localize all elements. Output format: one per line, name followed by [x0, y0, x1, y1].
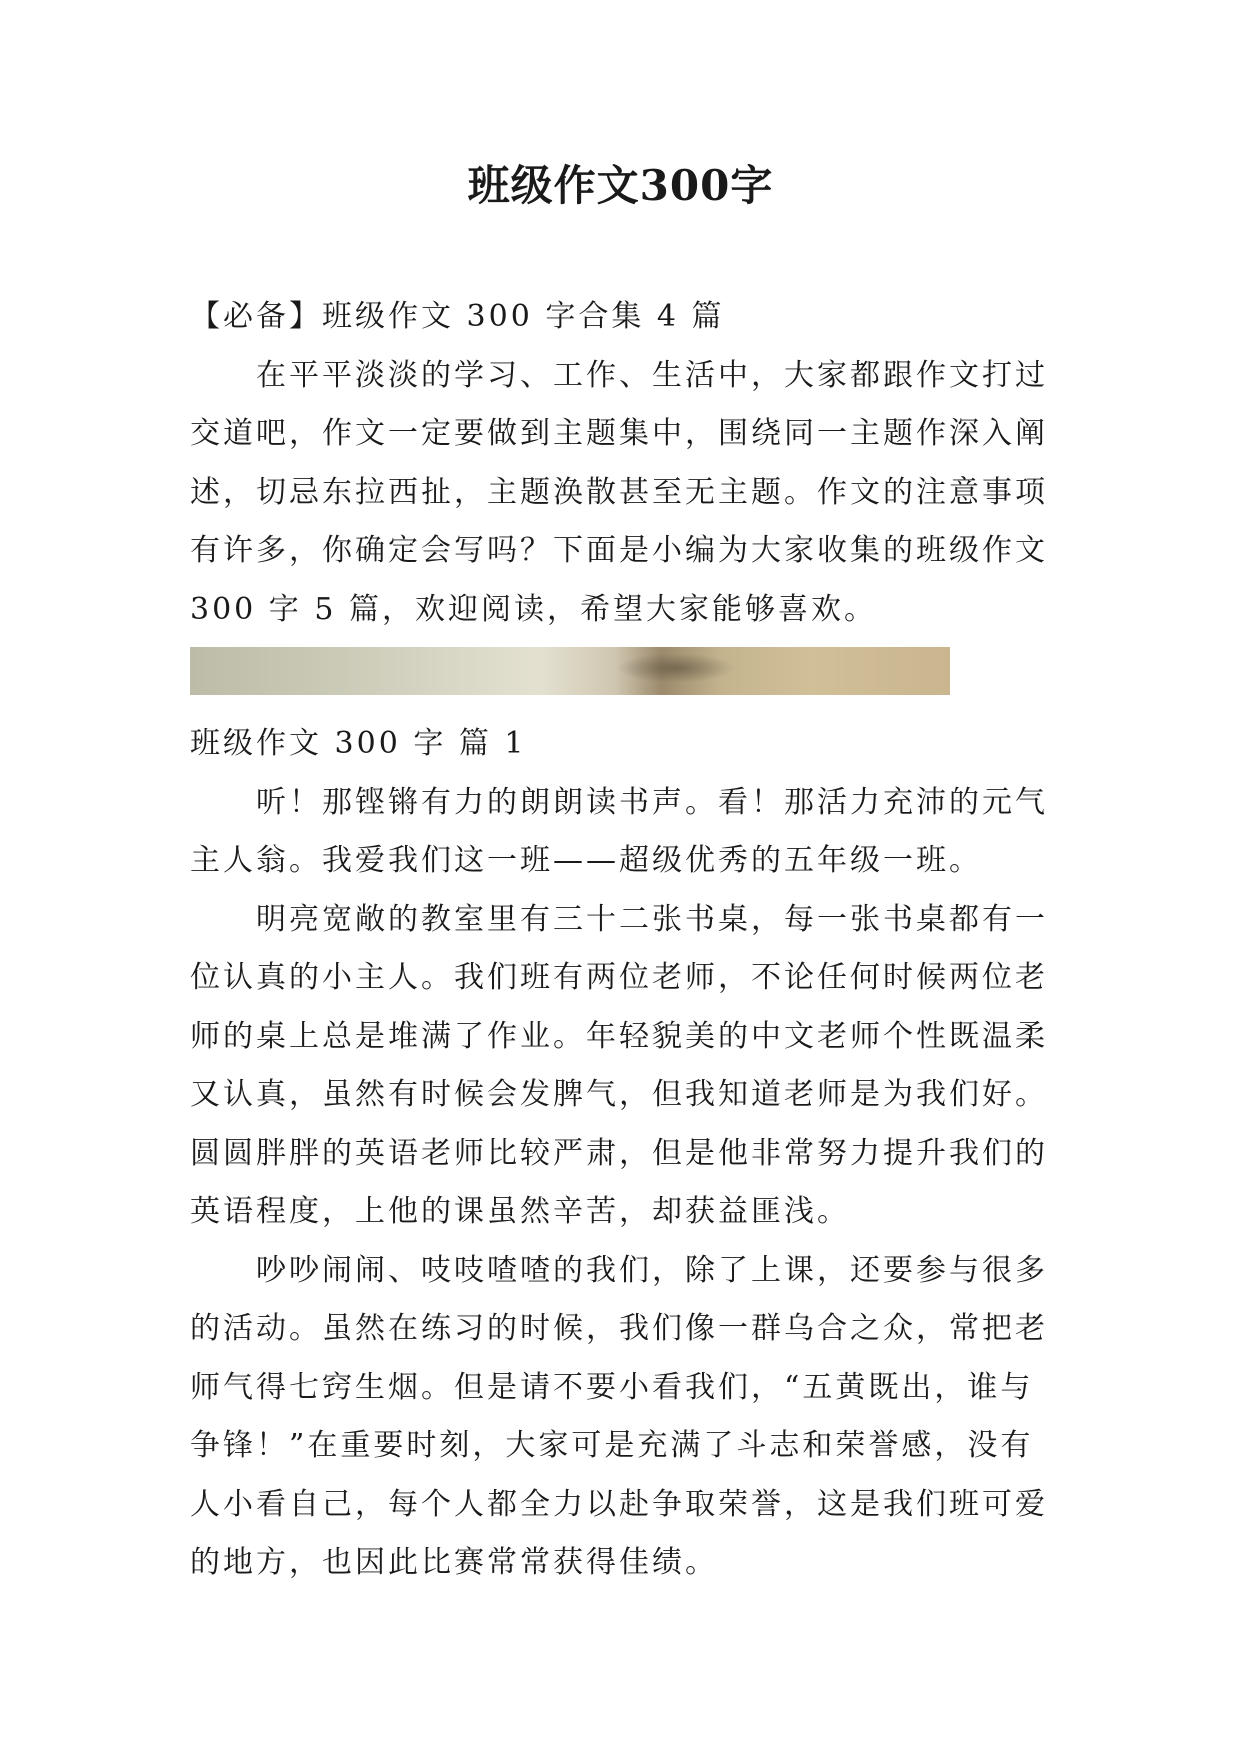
page-title: 班级作文300字	[467, 161, 774, 210]
paragraph-line: 英语程度，上他的课虽然辛苦，却获益匪浅。	[190, 1194, 850, 1229]
paragraph-line: 吵吵闹闹、吱吱喳喳的我们，除了上课，还要参与很多	[256, 1252, 1048, 1288]
intro-line: 300 字 5 篇，欢迎阅读，希望大家能够喜欢。	[190, 591, 877, 627]
banner-image	[190, 647, 950, 695]
paragraph-line: 圆圆胖胖的英语老师比较严肃，但是他非常努力提升我们的	[190, 1135, 1048, 1171]
paragraph-line: 的活动。虽然在练习的时候，我们像一群乌合之众，常把老	[190, 1311, 1048, 1346]
intro-line: 有许多，你确定会写吗？下面是小编为大家收集的班级作文	[190, 533, 1048, 568]
paragraph-line: 师气得七窍生烟。但是请不要小看我们，“五黄既出，谁与	[190, 1369, 1034, 1405]
paragraph-line: 的地方，也因此比赛常常获得佳绩。	[190, 1545, 718, 1580]
body-paragraph-2	[190, 891, 1060, 1242]
intro-line: 交道吧，作文一定要做到主题集中，围绕同一主题作深入阐	[190, 416, 1048, 451]
paragraph-line: 听！那铿锵有力的朗朗读书声。看！那活力充沛的元气	[256, 784, 1048, 820]
intro-heading: 【必备】班级作文 300 字合集 4 篇	[190, 299, 725, 334]
intro-paragraph	[190, 347, 1060, 640]
paragraph-line: 明亮宽敞的教室里有三十二张书桌，每一张书桌都有一	[256, 901, 1048, 937]
intro-line: 在平平淡淡的学习、工作、生活中，大家都跟作文打过	[256, 357, 1048, 393]
paragraph-line: 师的桌上总是堆满了作业。年轻貌美的中文老师个性既温柔	[190, 1018, 1048, 1054]
paragraph-line: 主人翁。我爱我们这一班——超级优秀的五年级一班。	[190, 843, 982, 878]
intro-line: 述，切忌东拉西扯，主题涣散甚至无主题。作文的注意事项	[190, 474, 1048, 510]
paragraph-line: 位认真的小主人。我们班有两位老师，不论任何时候两位老	[190, 960, 1048, 995]
body-paragraph-3	[190, 1242, 1060, 1593]
paragraph-line: 又认真，虽然有时候会发脾气，但我知道老师是为我们好。	[190, 1077, 1048, 1112]
document-body	[190, 288, 1060, 1593]
paragraph-line: 人小看自己，每个人都全力以赴争取荣誉，这是我们班可爱	[190, 1486, 1048, 1522]
section-title: 班级作文 300 字 篇 1	[190, 726, 527, 761]
body-paragraph-1	[190, 774, 1060, 891]
paragraph-line: 争锋！”在重要时刻，大家可是充满了斗志和荣誉感，没有	[190, 1428, 1034, 1463]
